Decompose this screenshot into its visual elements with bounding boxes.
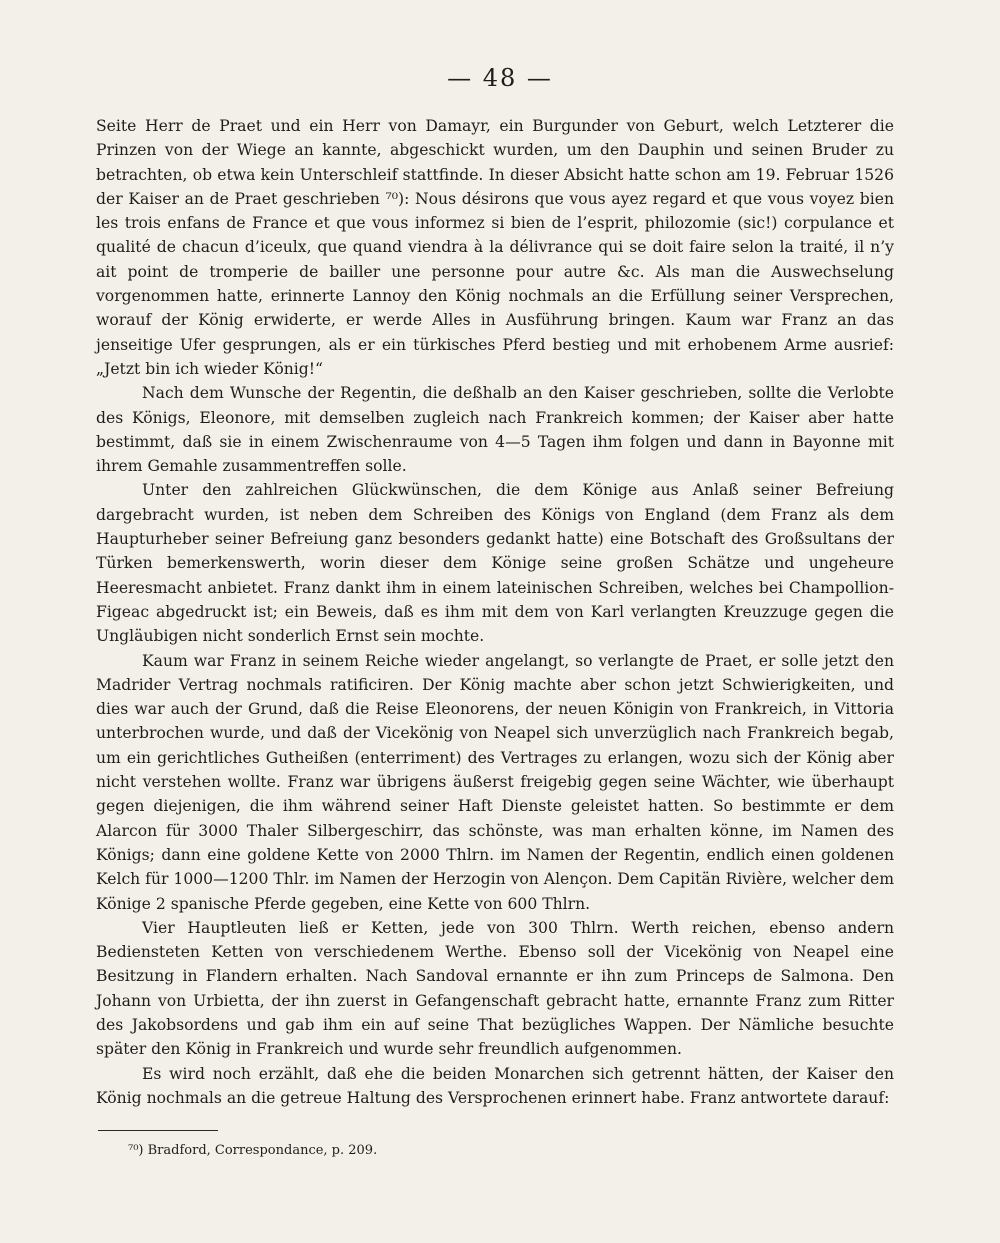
footnote: ⁷⁰) Bradford, Correspondance, p. 209.: [128, 1143, 378, 1158]
footnote-rule: [98, 1130, 218, 1131]
paragraph-2: Nach dem Wunsche der Regentin, die deßhalb an den Kaiser geschrieben, sollte die Verlobte des Königs, Eleonore, mit demselben zugleich nach Frankreich kommen; der Kaiser aber hatte bestimmt, daß sie in einem Zwischenraume von 4—5 Tagen ihm folgen und dann in Bayonne mit ihrem Gemahle zusammentreffen solle.: [96, 384, 894, 476]
paragraph-3: Unter den zahlreichen Glückwünschen, die dem Könige aus Anlaß seiner Befreiung dargebracht wurden, ist neben dem Schreiben des Königs von England (dem Franz als dem Haupturheber seiner Befreiung ganz besonders gedankt hatte) eine Botschaft des Großsultans der Türken bemerkenswerth, worin dieser dem Könige seine großen Schätze und ungeheure Heeresmacht anbietet. Franz dankt ihm in einem lateinischen Schreiben, welches bei Champollion-Figeac abgedruckt ist; ein Beweis, daß es ihm mit dem von Karl verlangten Kreuzzuge gegen die Ungläubigen nicht sonderlich Ernst sein mochte.: [96, 481, 894, 646]
paragraph-5: Vier Hauptleuten ließ er Ketten, jede von 300 Thlrn. Werth reichen, ebenso andern Bediensteten Ketten von verschiedenem Werthe. Ebenso soll der Vicekönig von Neapel eine Besitzung in Flandern erhalten. Nach Sandoval ernannte er ihn zum Princeps de Salmona. Den Johann von Urbietta, der ihn zuerst in Gefangenschaft gebracht hatte, ernannte Franz zum Ritter des Jakobsordens und gab ihm ein auf seine That bezügliches Wappen. Der Nämliche besuchte später den König in Frankreich und wurde sehr freundlich aufgenommen.: [96, 918, 894, 1059]
paragraph-1: Seite Herr de Praet und ein Herr von Damayr, ein Burgunder von Geburt, welch Letzterer die Prinzen von der Wiege an kannte, abgeschickt wurden, um den Dauphin und seinen Bruder zu betrachten, ob etwa kein Unterschleif stattfinde. In dieser Absicht hatte schon am 19. Februar 1526 der Kaiser an de Praet geschrieben ⁷⁰): Nous désirons que vous ayez regard et que vous voyez bien les trois enfans de France et que vous informez si bien de l’esprit, philozomie (sic!) corpulance et qualité de chacun d’iceulx, que quand viendra à la délivrance qui se doit faire selon la traité, il n’y ait point de tromperie de bailler une personne pour autre &c. Als man die Auswechselung vorgenommen hatte, erinnerte Lannoy den König nochmals an die Erfüllung seiner Versprechen, worauf der König erwiderte, er werde Alles in Ausführung bringen. Kaum war Franz an das jenseitige Ufer gesprungen, als er ein türkisches Pferd bestieg und mit erhobenem Arme ausrief: „Jetzt bin ich wieder König!“: [96, 117, 894, 378]
body-text: [96, 114, 894, 1110]
paragraph-6: Es wird noch erzählt, daß ehe die beiden Monarchen sich getrennt hätten, der Kaiser den König nochmals an die getreue Haltung des Versprochenen erinnert habe. Franz antwortete darauf:: [96, 1064, 894, 1107]
page-number: — 48 —: [447, 64, 553, 92]
paragraph-4: Kaum war Franz in seinem Reiche wieder angelangt, so verlangte de Praet, er solle jetzt den Madrider Vertrag nochmals ratificiren. Der König machte aber schon jetzt Schwierigkeiten, und dies war auch der Grund, daß die Reise Eleonorens, der neuen Königin von Frankreich, in Vittoria unterbrochen wurde, und daß der Vicekönig von Neapel sich unverzüglich nach Frankreich begab, um ein gerichtliches Gutheißen (enterriment) des Vertrages zu erlangen, wozu sich der König aber nicht verstehen wollte. Franz war übrigens äußerst freigebig gegen seine Wächter, wie überhaupt gegen diejenigen, die ihm während seiner Haft Dienste geleistet hatten. So bestimmte er dem Alarcon für 3000 Thaler Silbergeschirr, das schönste, was man erhalten könne, im Namen des Königs; dann eine goldene Kette von 2000 Thlrn. im Namen der Regentin, endlich einen goldenen Kelch für 1000—1200 Thlr. im Namen der Herzogin von Alençon. Dem Capitän Rivière, welcher dem Könige 2 spanische Pferde gegeben, eine Kette von 600 Thlrn.: [96, 651, 894, 913]
